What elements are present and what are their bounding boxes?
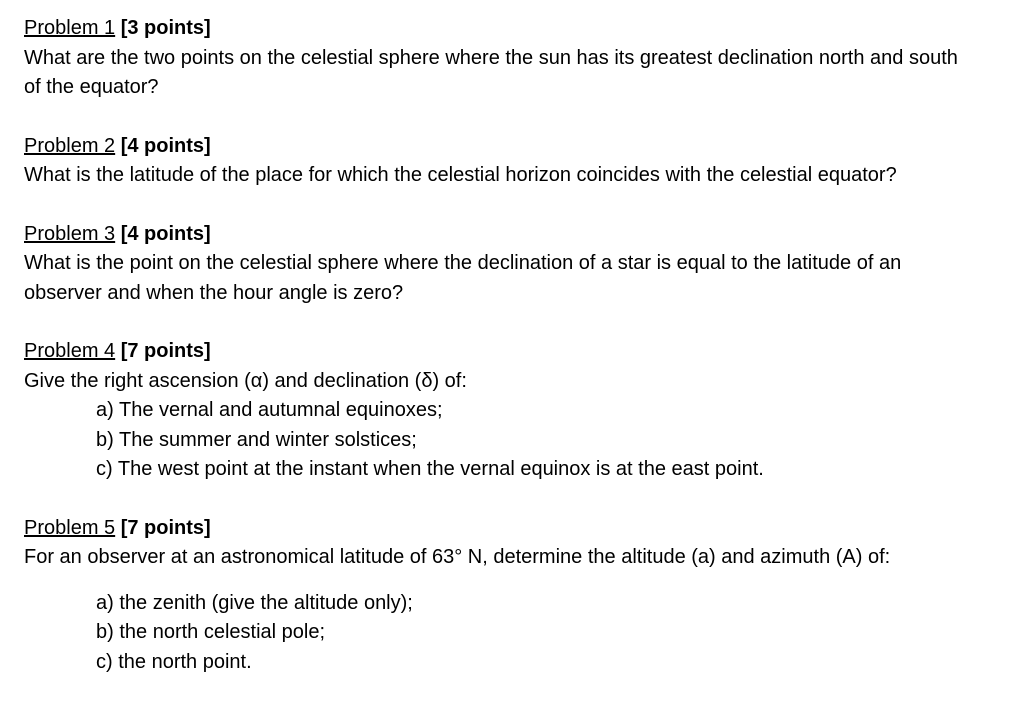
problem-sheet [24,14,969,677]
problem-3 [24,220,969,309]
sub-question: a) the zenith (give the altitude only); [96,591,413,614]
problem-title: Problem 1 [24,17,116,39]
problem-points: [7 points] [120,340,211,362]
problem-text: What are the two points on the celestial sphere where the sun has its greatest declination north and south of the equator? [24,46,958,98]
problem-4 [24,337,969,485]
problem-5 [24,514,969,678]
problem-points: [4 points] [120,134,211,157]
problem-heading [24,132,969,162]
problem-title: Problem 4 [24,340,116,362]
problem-1 [24,14,969,103]
problem-text: For an observer at an astronomical latitude of 63° N, determine the altitude (a) and azimuth (A) of: [24,546,891,568]
problem-title: Problem 3 [24,222,116,245]
problem-title: Problem 2 [24,134,116,157]
problem-heading [24,220,969,250]
problem-text: What is the latitude of the place for which the celestial horizon coincides with the celestial equator? [24,164,897,186]
sub-question: c) the north point. [96,650,252,673]
problem-points: [4 points] [120,222,211,245]
sub-question-list [24,589,969,678]
sub-question-list [24,396,969,485]
problem-text: What is the point on the celestial sphere where the declination of a star is equal to the latitude of an observer and when the hour angle is zero? [24,252,902,304]
sub-question: b) The summer and winter solstices; [96,428,417,451]
sub-question: a) The vernal and autumnal equinoxes; [96,399,443,421]
problem-heading [24,514,969,544]
problem-heading [24,14,969,44]
problem-points: [7 points] [120,516,211,539]
problem-2 [24,132,969,191]
sub-question: b) the north celestial pole; [96,621,326,643]
problem-text: Give the right ascension (α) and declination (δ) of: [24,369,467,392]
sub-question: c) The west point at the instant when the vernal equinox is at the east point. [96,458,764,480]
problem-heading [24,337,969,367]
problem-title: Problem 5 [24,516,116,539]
problem-points: [3 points] [120,17,211,39]
